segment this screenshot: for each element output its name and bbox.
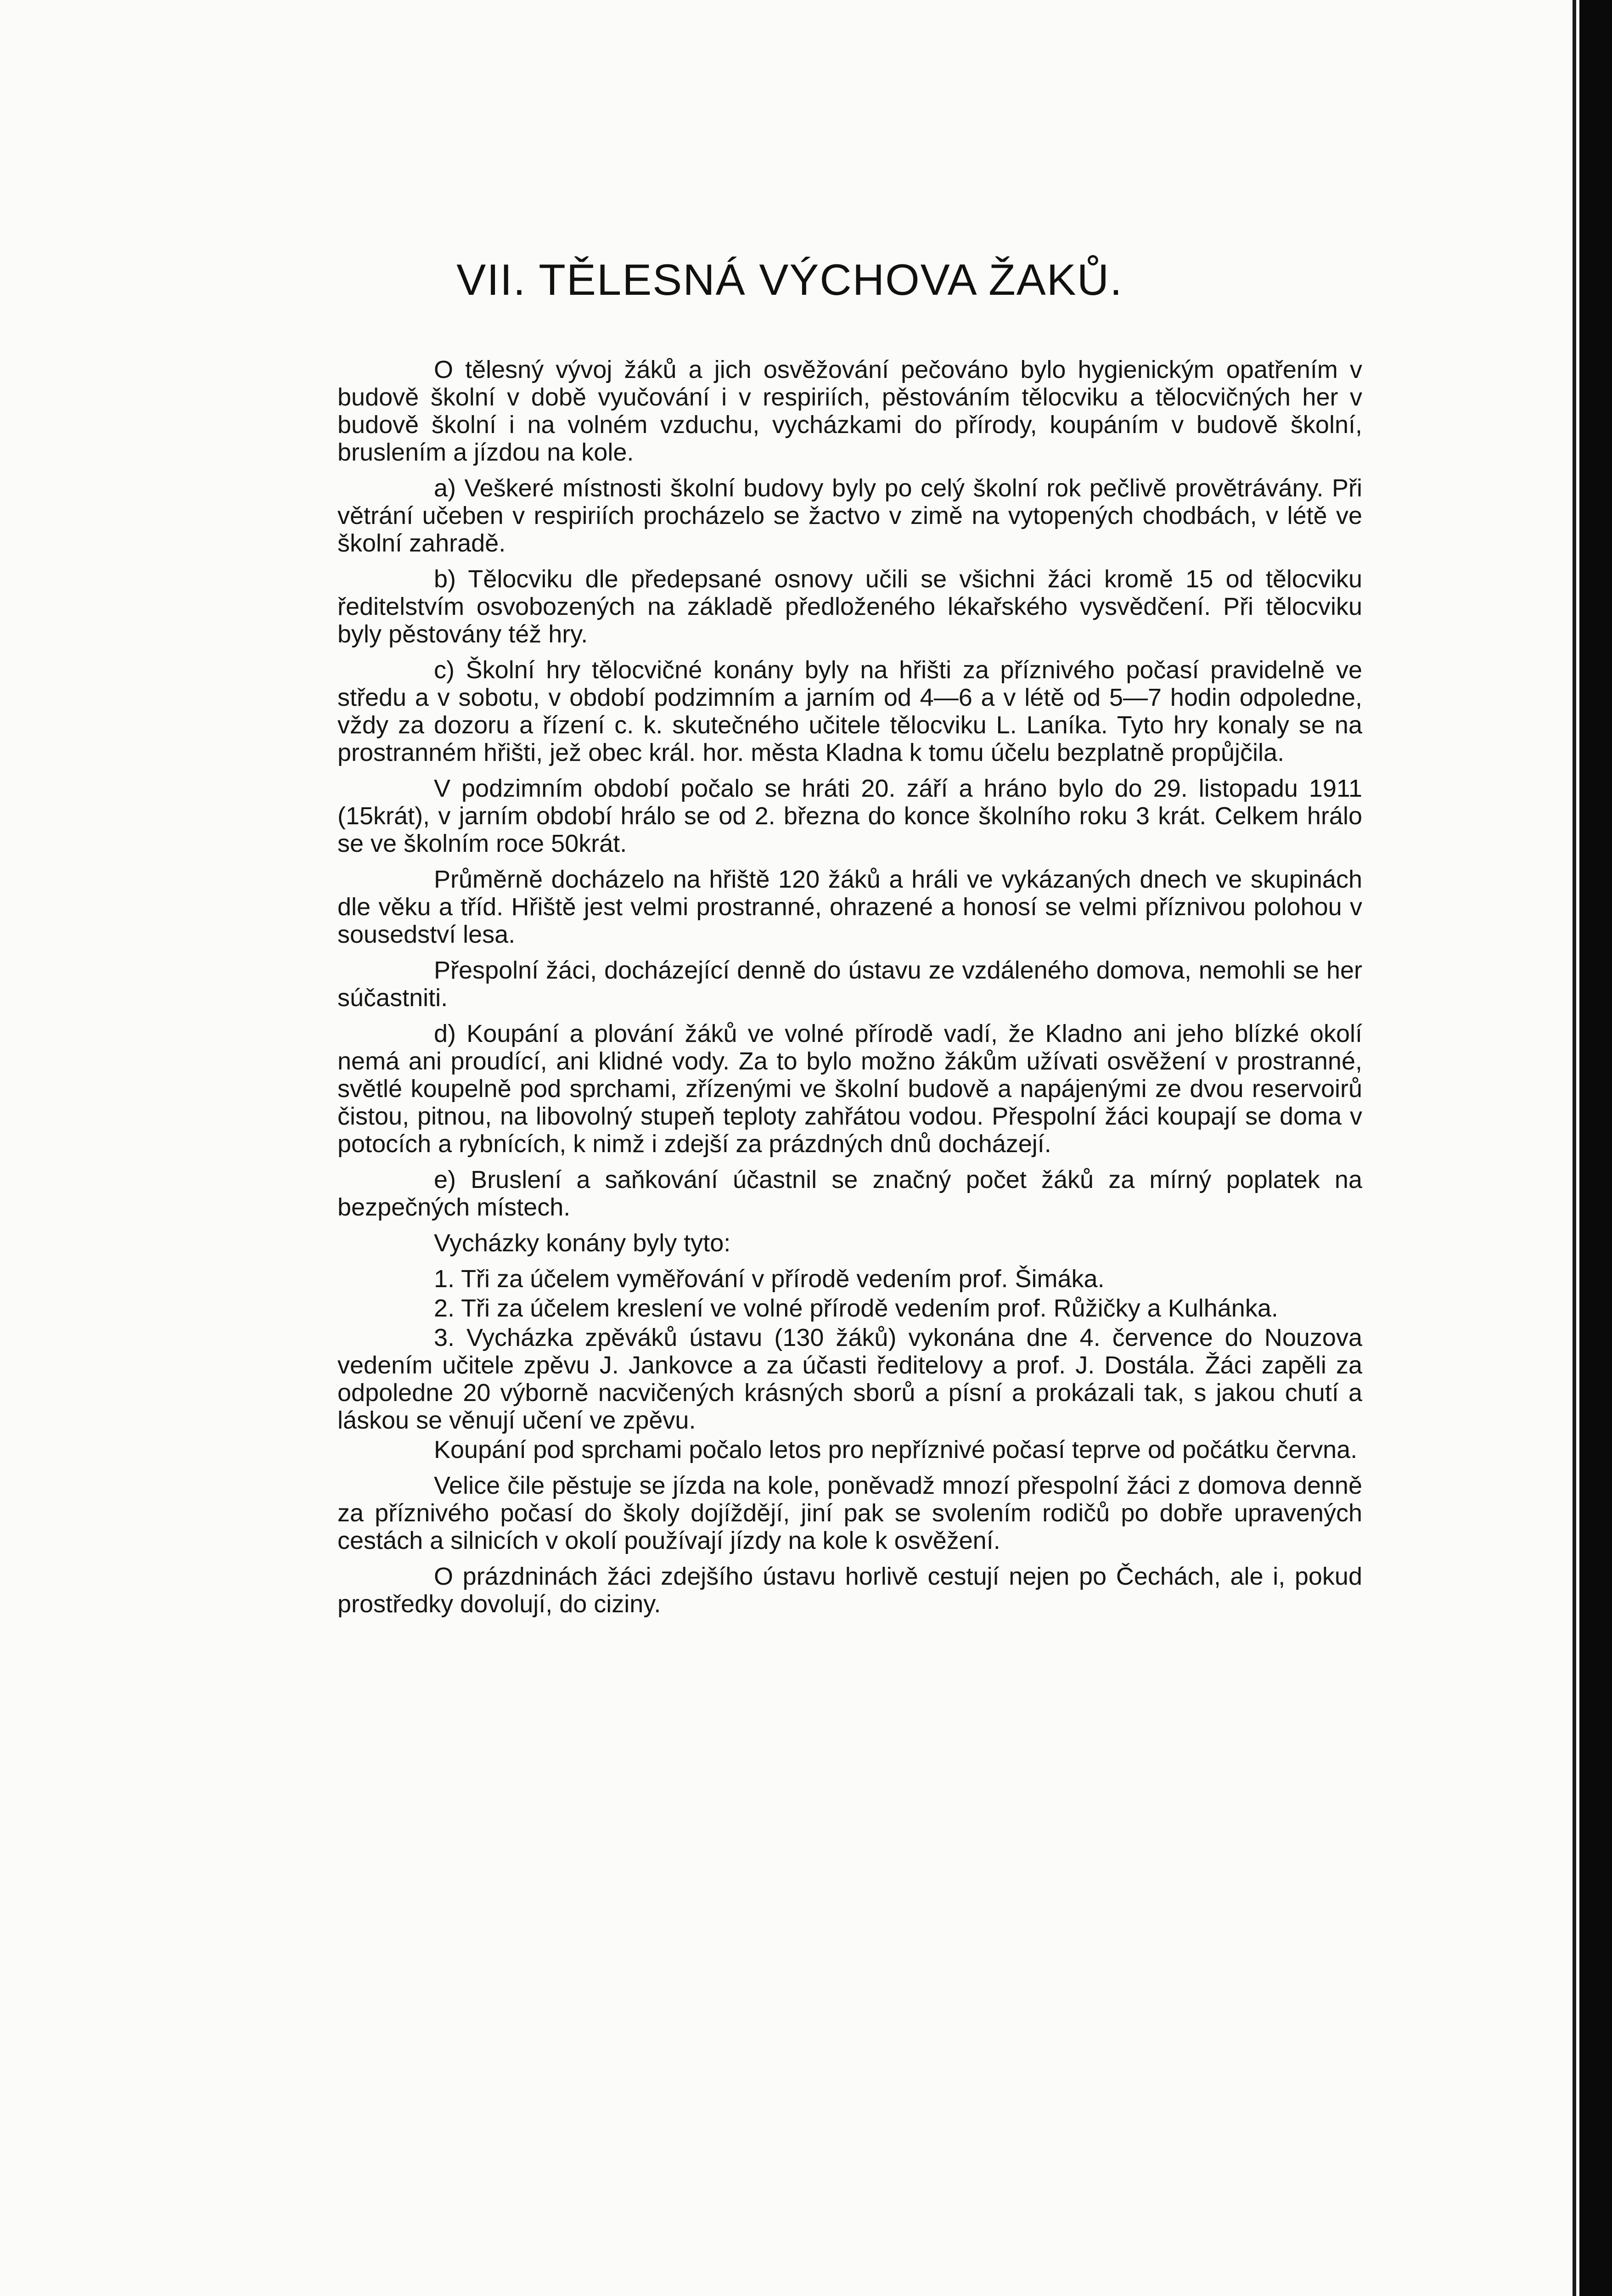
paragraph-commuters: Přespolní žáci, docházející denně do ústavu ze vzdáleného domova, nemohli se her súčastniti. xyxy=(337,957,1362,1012)
body-text xyxy=(337,356,1362,1626)
paragraph-b: b) Tělocviku dle předepsané osnovy učili se všichni žáci kromě 15 od tělocviku ředitelstvím osvobozených na základě předloženého lékařského vysvědčení. Při tělocviku byly pěstovány též hry. xyxy=(337,565,1362,648)
list-item: 3. Vycházka zpěváků ústavu (130 žáků) vykonána dne 4. července do Nouzova vedením učitele zpěvu J. Jankovce a za účasti ředitelovy a prof. J. Dostála. Žáci zapěli za odpoledne 20 výborně nacvičených krásných sborů a písní a prokázali tak, s jakou chutí a láskou se věnují učení ve zpěvu. xyxy=(337,1324,1362,1434)
paragraph-attendance: Průměrně docházelo na hřiště 120 žáků a hráli ve vykázaných dnech ve skupinách dle věku a tříd. Hřiště jest velmi prostranné, ohrazené a honosí se velmi příznivou polohou v sousedství lesa. xyxy=(337,866,1362,948)
page-edge-line xyxy=(1573,0,1576,2296)
paragraph-e: e) Bruslení a saňkování účastnil se značný počet žáků za mírný poplatek na bezpečných místech. xyxy=(337,1166,1362,1221)
excursion-list xyxy=(337,1265,1362,1434)
scan-border xyxy=(1579,0,1612,2296)
paragraph-c: c) Školní hry tělocvičné konány byly na hřišti za příznivého počasí pravidelně ve středu a v sobotu, v období podzimním a jarním od 4—6 a v létě od 5—7 hodin odpoledne, vždy za dozoru a řízení c. k. skutečného učitele tělocviku L. Laníka. Tyto hry konaly se na prostranném hřišti, jež obec král. hor. města Kladna k tomu účelu bezplatně propůjčila. xyxy=(337,656,1362,766)
paragraph-holidays: O prázdninách žáci zdejšího ústavu horlivě cestují nejen po Čechách, ale i, pokud prostředky dovolují, do ciziny. xyxy=(337,1563,1362,1618)
paragraph-cycling: Velice čile pěstuje se jízda na kole, poněvadž mnozí přespolní žáci z domova denně za příznivého počasí do školy dojíždějí, jiní pak se svolením rodičů po dobře upravených cestách a silnicích v okolí používají jízdy na kole k osvěžení. xyxy=(337,1472,1362,1554)
paragraph-excursions-intro: Vycházky konány byly tyto: xyxy=(434,1229,731,1257)
list-item: 1. Tři za účelem vyměřování v přírodě vedením prof. Šimáka. xyxy=(434,1265,1105,1293)
page-title: VII. TĚLESNÁ VÝCHOVA ŽAKŮ. xyxy=(456,255,1123,304)
paragraph-showers: Koupání pod sprchami počalo letos pro nepříznivé počasí teprve od počátku června. xyxy=(434,1436,1358,1463)
paragraph-a: a) Veškeré místnosti školní budovy byly po celý školní rok pečlivě provětrávány. Při větrání učeben v respiriích procházelo se žactvo v zimě na vytopených chodbách, v létě ve školní zahradě. xyxy=(337,474,1362,557)
paragraph-d: d) Koupání a plování žáků ve volné přírodě vadí, že Kladno ani jeho blízké okolí nemá ani proudící, ani klidné vody. Za to bylo možno žákům užívati osvěžení v prostranné, světlé koupelně pod sprchami, zřízenými ve školní budově a napájenými ze dvou reservoirů čistou, pitnou, na libovolný stupeň teploty zahřátou vodou. Přespolní žáci koupají se doma v potocích a rybnících, k nimž i zdejší za prázdných dnů docházejí. xyxy=(337,1020,1362,1158)
list-item: 2. Tři za účelem kreslení ve volné přírodě vedením prof. Růžičky a Kulhánka. xyxy=(434,1294,1278,1322)
paragraph-autumn: V podzimním období počalo se hráti 20. září a hráno bylo do 29. listopadu 1911 (15krát), v jarním období hrálo se od 2. března do konce školního roku 3 krát. Celkem hrálo se ve školním roce 50krát. xyxy=(337,775,1362,857)
paragraph-intro: O tělesný vývoj žáků a jich osvěžování pečováno bylo hygienickým opatřením v budově školní v době vyučování i v respiriích, pěstováním tělocviku a tělocvičných her v budově školní i na volném vzduchu, vycházkami do přírody, koupáním v budově školní, bruslením a jízdou na kole. xyxy=(337,356,1362,466)
